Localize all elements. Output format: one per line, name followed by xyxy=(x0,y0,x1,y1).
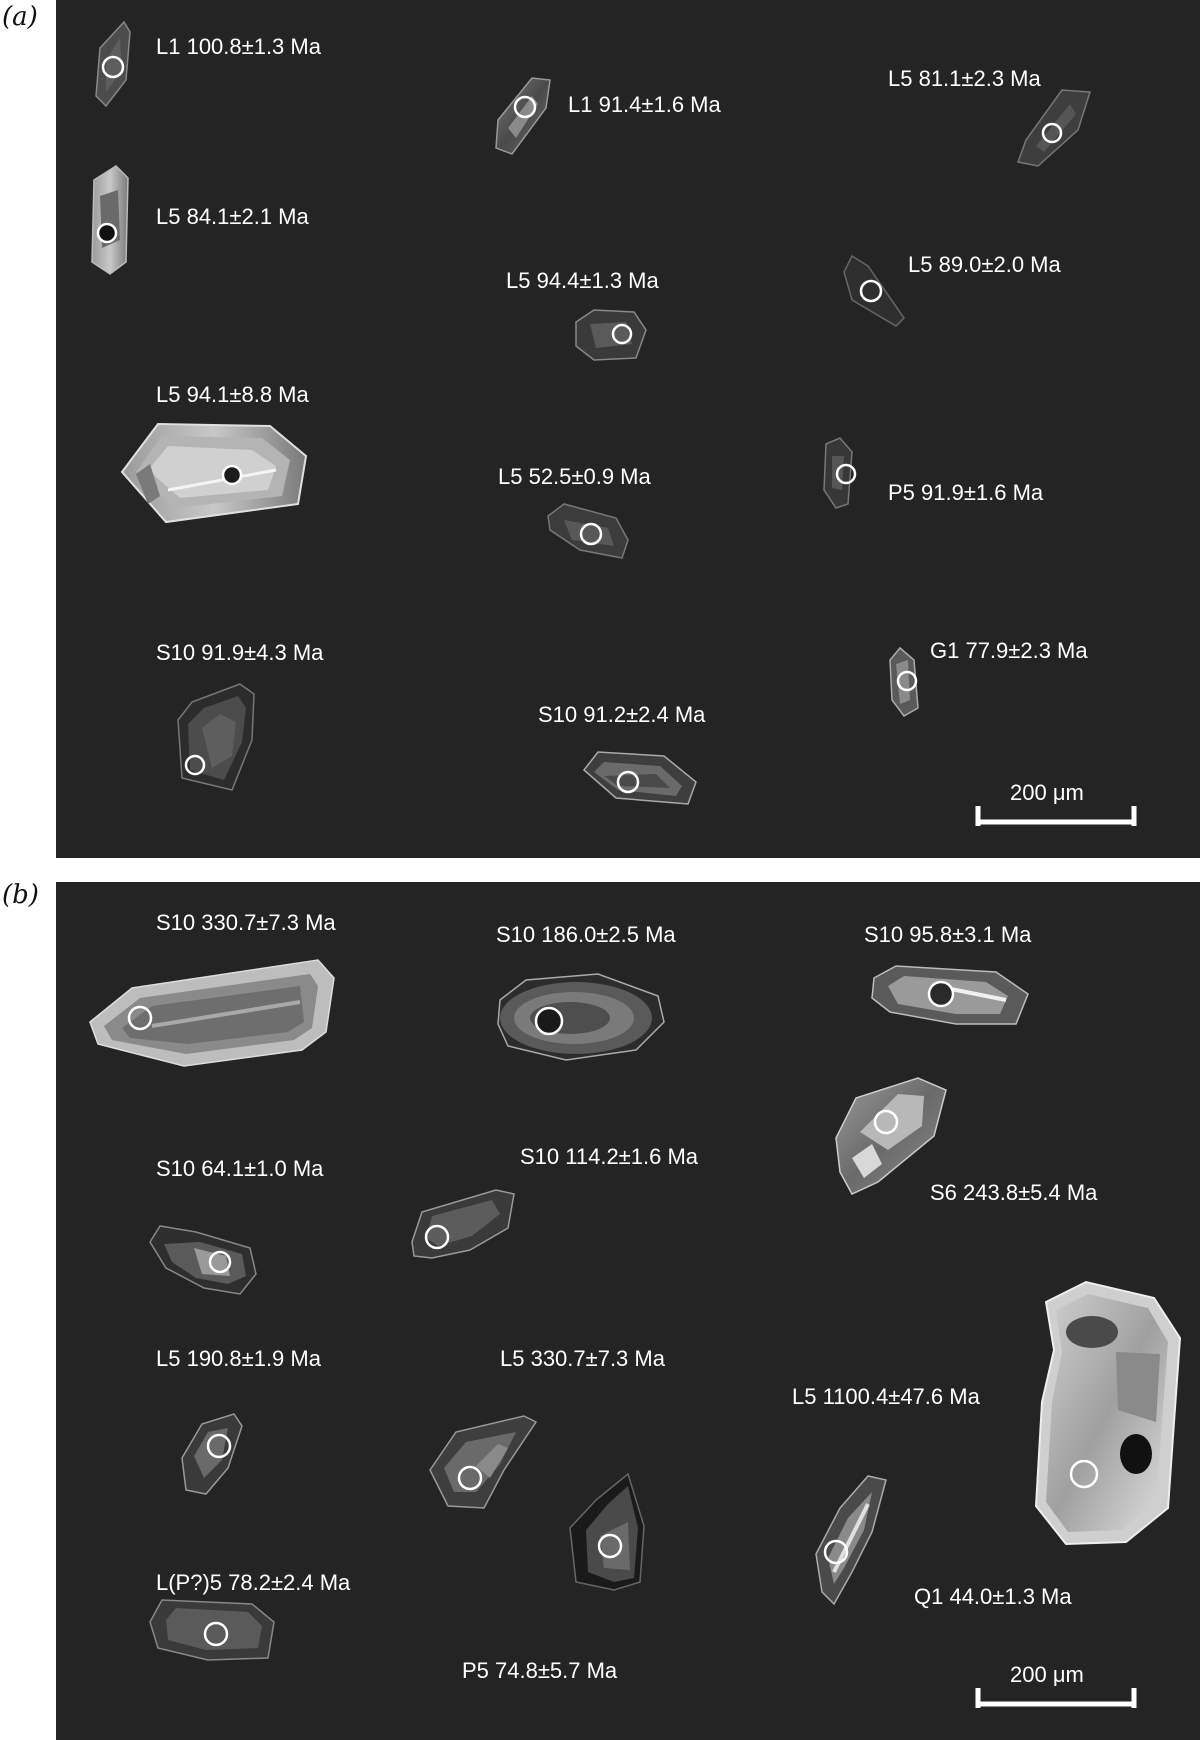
grain-age-label: G1 77.9±2.3 Ma xyxy=(930,638,1088,663)
grain-age-label: P5 91.9±1.6 Ma xyxy=(888,480,1044,505)
zircon-grain xyxy=(498,974,664,1060)
grain-age-label: S10 91.9±4.3 Ma xyxy=(156,640,324,665)
zircon-grain xyxy=(890,648,918,716)
zircon-grain xyxy=(92,166,128,274)
grain-age-label: S10 91.2±2.4 Ma xyxy=(538,702,706,727)
grain-age-label: S10 114.2±1.6 Ma xyxy=(520,1144,699,1169)
grain-age-label: L1 91.4±1.6 Ma xyxy=(568,92,721,117)
grain-age-label: L5 52.5±0.9 Ma xyxy=(498,464,651,489)
zircon-grain xyxy=(430,1416,536,1508)
analysis-spot xyxy=(223,466,241,484)
grain-age-label: S10 95.8±3.1 Ma xyxy=(864,922,1032,947)
analysis-spot xyxy=(929,982,953,1006)
panel-b-grains xyxy=(56,882,1200,1740)
zircon-grain xyxy=(824,438,855,508)
panel-a-image xyxy=(56,0,1200,858)
zircon-grain xyxy=(570,1474,644,1590)
zircon-grain xyxy=(182,1414,242,1494)
grain-age-label: L5 94.1±8.8 Ma xyxy=(156,382,309,407)
scale-bar xyxy=(978,1688,1134,1708)
grain-age-label: S10 64.1±1.0 Ma xyxy=(156,1156,324,1181)
zircon-grain xyxy=(1036,1282,1180,1544)
zircon-grain xyxy=(96,22,130,106)
zircon-grain xyxy=(584,752,696,804)
grain-age-label: L5 1100.4±47.6 Ma xyxy=(792,1384,980,1409)
zircon-grain xyxy=(872,966,1028,1024)
zircon-grain xyxy=(178,684,254,790)
scale-bar-label: 200 μm xyxy=(1010,780,1084,805)
zircon-grain xyxy=(548,504,628,558)
grain-age-label: L5 330.7±7.3 Ma xyxy=(500,1346,665,1371)
zircon-grain xyxy=(816,1476,886,1604)
grain-age-label: P5 74.8±5.7 Ma xyxy=(462,1658,618,1683)
panel-b-image xyxy=(56,882,1200,1740)
panel-a-letter: (a) xyxy=(2,2,38,32)
scale-bar-label: 200 μm xyxy=(1010,1662,1084,1687)
analysis-spot xyxy=(98,224,116,242)
panel-b-letter: (b) xyxy=(2,880,39,910)
grain-age-label: S10 186.0±2.5 Ma xyxy=(496,922,676,947)
grain-age-label: S10 330.7±7.3 Ma xyxy=(156,910,336,935)
grain-age-label: L1 100.8±1.3 Ma xyxy=(156,34,321,59)
panel-a-grains xyxy=(56,0,1200,858)
grain-age-label: L5 84.1±2.1 Ma xyxy=(156,204,309,229)
grain-age-label: L5 81.1±2.3 Ma xyxy=(888,66,1041,91)
grain-age-label: S6 243.8±5.4 Ma xyxy=(930,1180,1098,1205)
grain-age-label: L(P?)5 78.2±2.4 Ma xyxy=(156,1570,351,1595)
zircon-grain xyxy=(150,1600,274,1660)
zircon-grain xyxy=(844,256,904,326)
zircon-grain xyxy=(150,1226,256,1294)
zircon-grain xyxy=(122,424,306,522)
grain-age-label: L5 94.4±1.3 Ma xyxy=(506,268,659,293)
grain-age-label: L5 190.8±1.9 Ma xyxy=(156,1346,321,1371)
zircon-grain xyxy=(1018,90,1090,166)
zircon-grain xyxy=(836,1078,946,1194)
zircon-grain xyxy=(496,78,550,154)
analysis-spot xyxy=(536,1008,562,1034)
grain-age-label: Q1 44.0±1.3 Ma xyxy=(914,1584,1072,1609)
scale-bar xyxy=(978,806,1134,826)
zircon-grain xyxy=(576,310,646,360)
zircon-grain xyxy=(412,1190,514,1258)
grain-age-label: L5 89.0±2.0 Ma xyxy=(908,252,1061,277)
zircon-grain xyxy=(90,960,334,1066)
